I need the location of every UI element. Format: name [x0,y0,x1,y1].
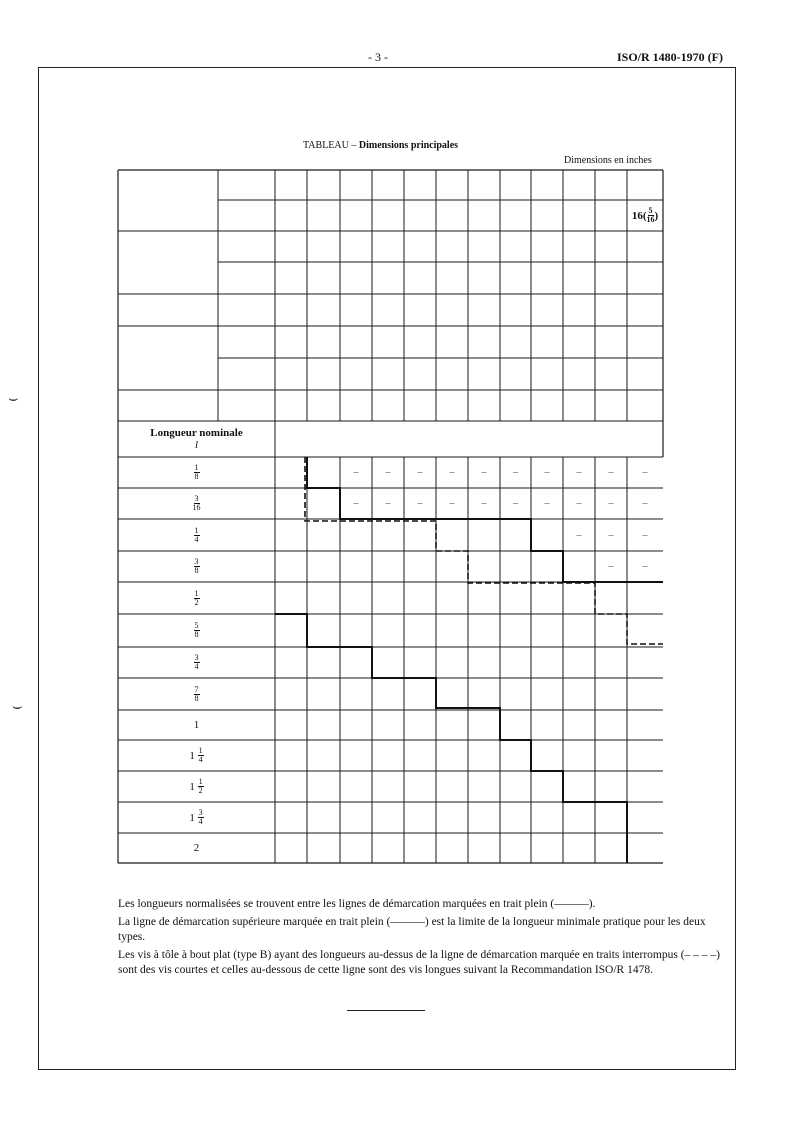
row-kind [226,326,276,358]
dimension-value [595,294,627,326]
series-I-size [627,170,663,200]
margin-mark-top: ⌣ [8,390,19,407]
dimension-value [595,262,627,294]
page-number: - 3 - [368,50,388,64]
dimension-value [468,231,500,262]
dimension-value [563,358,595,390]
dimension-value [531,262,563,294]
note-1: Les longueurs normalisées se trouvent entre les lignes de démarcation marquées en trait plein (———). [118,898,596,910]
dash-mark: – [642,498,648,509]
dash-mark: – [417,498,423,509]
dimension-value [531,294,563,326]
dash-mark: – [576,467,582,478]
length-value: 2 [193,842,200,854]
dimension-value [275,262,307,294]
dash-mark: – [481,467,487,478]
closing-rule [347,1010,425,1011]
length-value: $\frac{5}{8}$ [194,621,199,639]
dimension-value [275,326,307,358]
length-value: 1 $\frac{1}{4}$ [189,746,203,764]
series-II-size [404,200,436,231]
length-value: $\frac{1}{8}$ [194,463,199,481]
length-value: 1 [193,719,200,731]
dash-mark: – [608,498,614,509]
dash-mark: – [385,467,391,478]
series-II-size [372,200,404,231]
dimension-value [275,390,307,421]
row-symbol [118,231,218,294]
series-I-size [531,170,563,200]
dash-mark: – [642,561,648,572]
dash-mark: – [513,467,518,478]
dimension-value [563,262,595,294]
length-value: $\frac{1}{4}$ [194,525,199,544]
series-II-label [224,200,276,231]
note-3: Les vis à tôle à bout plat (type B) ayant des longueurs au-dessus de la ligne de démarcation marquée en traits interrompus (– – – –) sont des vis courtes et celles au-dessous de cette ligne sont des vis longues suivant la Recommandation ISO/R 1478. [118,949,720,976]
series-II-size [595,200,627,231]
dimension-value [404,358,436,390]
dimension-value [500,326,531,358]
document-reference: ISO/R 1480-1970 (F) [617,50,723,64]
series-II-size [563,200,595,231]
series-II-size [468,200,500,231]
row-symbol [118,294,218,326]
length-value: 1 $\frac{3}{4}$ [189,808,203,826]
dimension-value [500,294,531,326]
dimension-value [595,326,627,358]
dash-mark: – [544,467,550,478]
dimension-value [307,262,340,294]
series-I-size [468,170,500,200]
dimension-value [627,358,663,390]
dimension-value [340,326,372,358]
dash-mark: – [544,498,550,509]
dimension-value [340,231,372,262]
series-I-size [563,170,595,200]
dimension-value [531,231,563,262]
row-symbol [118,326,218,390]
series-I-size [436,170,468,200]
series-I-size [275,170,307,200]
length-value: $\frac{3}{4}$ [194,653,199,671]
dash-mark: – [481,498,487,509]
dash-mark: – [449,467,455,478]
row-kind [226,358,276,390]
longueur-nominale-label: Longueur nominale [150,427,243,439]
dimension-value [436,262,468,294]
dimension-value [307,390,340,421]
longueur-nominale-header [118,421,275,457]
row-kind [226,294,276,326]
dimension-value [595,390,627,421]
dash-mark: – [449,498,455,509]
series-II-size [307,200,340,231]
dash-mark: – [642,467,648,478]
row-symbol [118,390,218,421]
dash-mark: – [513,498,518,509]
dimension-value [436,231,468,262]
dimension-value [436,326,468,358]
dimension-value [340,262,372,294]
dimension-value [468,262,500,294]
dimension-value [531,390,563,421]
dimension-value [436,294,468,326]
dimension-value [307,358,340,390]
series-I-size [404,170,436,200]
units-note: Dimensions en inches [564,155,652,166]
length-value: $\frac{3}{16}$ [192,494,201,512]
row-kind [226,262,276,294]
dimension-value [372,231,404,262]
dimension-value [404,262,436,294]
dimension-value [627,231,663,262]
row-kind [226,231,276,262]
dash-mark: – [385,498,391,509]
length-value: $\frac{7}{8}$ [194,684,199,703]
series-I-size [595,170,627,200]
series-I-size [372,170,404,200]
dimension-value [340,294,372,326]
dimension-value [468,390,500,421]
dimension-value [531,358,563,390]
length-value: $\frac{3}{8}$ [194,557,199,575]
dimension-value [500,390,531,421]
row-kind [226,390,276,421]
series-II-size: 16( $\frac{5}{16}$ ) [631,206,659,224]
dimension-value [404,231,436,262]
dimension-value [404,326,436,358]
series-II-size [340,200,372,231]
dimension-value [500,262,531,294]
table-title-sep: – [351,140,357,151]
dimension-value [500,358,531,390]
dimension-value [563,390,595,421]
dimension-value [372,326,404,358]
dimension-value [627,262,663,294]
dimension-value [468,326,500,358]
dimension-value [468,358,500,390]
dash-mark: – [608,529,614,541]
longueurs-normalisees-label [275,421,663,457]
dimension-value [563,294,595,326]
dimension-value [627,326,663,358]
maximum-length-demarcation [275,614,627,863]
dash-mark: – [353,467,359,478]
series-I-size [307,170,340,200]
dimension-value [307,326,340,358]
dimension-value [372,358,404,390]
dimension-value [595,231,627,262]
dimension-value [563,326,595,358]
dimension-value [307,231,340,262]
dimension-value [627,294,663,326]
dimension-value [627,390,663,421]
dimension-value [275,358,307,390]
table-title-name: Dimensions principales [358,140,459,151]
longueur-symbol: l [194,439,199,451]
dash-mark: – [608,561,614,572]
dimension-value [340,358,372,390]
dimension-value [436,358,468,390]
series-II-size [500,200,531,231]
dimension-value [404,390,436,421]
dimension-value [307,294,340,326]
dimension-value [436,390,468,421]
dimension-value [372,294,404,326]
dimension-value [531,326,563,358]
length-value: 1 $\frac{1}{2}$ [189,777,203,795]
series-II-size [436,200,468,231]
dimension-value [563,231,595,262]
margin-mark-bottom: ⌣ [12,698,23,715]
dimension-value [404,294,436,326]
series-II-size [275,200,307,231]
series-II-size [531,200,563,231]
dimension-value [340,390,372,421]
designation-label [118,170,218,231]
dash-mark: – [642,529,648,541]
dash-mark: – [576,498,582,509]
dash-mark: – [608,467,614,478]
series-I-size [340,170,372,200]
dimension-value [275,231,307,262]
notes [118,897,730,981]
dimension-value [468,294,500,326]
dash-mark: – [353,498,359,509]
dash-mark: – [417,467,423,478]
table-title-prefix: TABLEAU [303,140,349,151]
dimension-value [275,294,307,326]
dimension-value [595,358,627,390]
dash-mark: – [576,529,582,541]
dimension-value [500,231,531,262]
note-2: La ligne de démarcation supérieure marquée en trait plein (———) est la limite de la longueur minimale pratique pour les deux types. [118,916,706,943]
dimension-value [372,390,404,421]
length-value: $\frac{1}{2}$ [194,588,199,607]
dimension-value [372,262,404,294]
series-I-size [500,170,531,200]
series-I-label [224,170,276,200]
